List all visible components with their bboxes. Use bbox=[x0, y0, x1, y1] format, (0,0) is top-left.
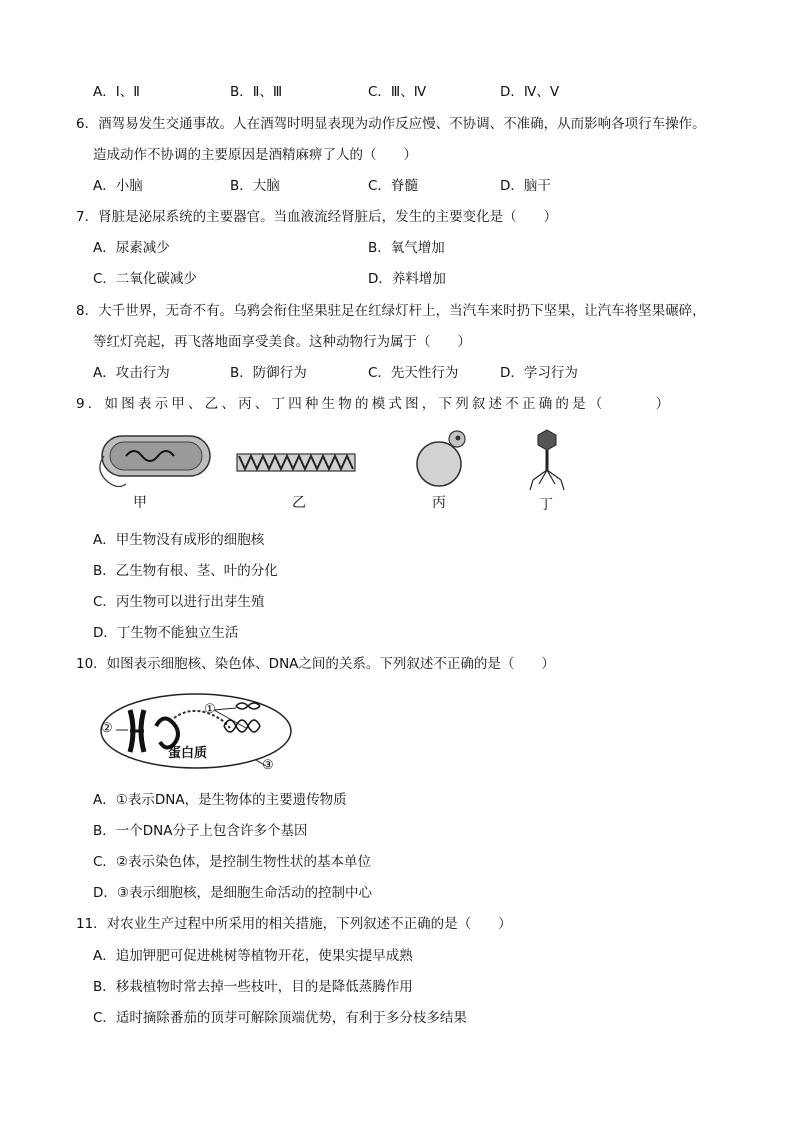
q11-option-b: B．移栽植物时常去掉一些枝叶，目的是降低蒸腾作用 bbox=[93, 979, 413, 995]
q5-option-c: C．Ⅲ、Ⅳ bbox=[368, 84, 427, 100]
q7-option-a: A．尿素减少 bbox=[93, 240, 170, 256]
q10-option-d: D．③表示细胞核，是细胞生命活动的控制中心 bbox=[93, 885, 372, 901]
figure-label-yi: 乙 bbox=[292, 495, 306, 511]
q6-option-d: D．脑干 bbox=[500, 178, 551, 194]
q10-option-a: A．①表示DNA，是生物体的主要遗传物质 bbox=[93, 792, 347, 808]
q7-option-b: B．氧气增加 bbox=[368, 240, 445, 256]
spirogyra-figure bbox=[235, 450, 357, 476]
q10-option-b: B．一个DNA分子上包含许多个基因 bbox=[93, 823, 308, 839]
figure-label-bing: 丙 bbox=[432, 495, 446, 511]
bacterium-figure bbox=[96, 430, 216, 492]
q11-option-a: A．追加钾肥可促进桃树等植物开花，使果实提早成熟 bbox=[93, 948, 413, 964]
q7-stem: 7．肾脏是泌尿系统的主要器官。当血液流经肾脏后，发生的主要变化是（ ） bbox=[76, 209, 558, 225]
phage-figure bbox=[525, 424, 569, 494]
q5-option-d: D．Ⅳ、Ⅴ bbox=[500, 84, 560, 100]
q11-stem: 11．对农业生产过程中所采用的相关措施，下列叙述不正确的是（ ） bbox=[76, 916, 512, 932]
q10-stem: 10．如图表示细胞核、染色体、DNA之间的关系。下列叙述不正确的是（ ） bbox=[76, 656, 555, 672]
q9-option-a: A．甲生物没有成形的细胞核 bbox=[93, 532, 265, 548]
q7-option-c: C．二氧化碳减少 bbox=[93, 271, 197, 287]
q9-stem: 9．如图表示甲、乙、丙、丁四种生物的模式图，下列叙述不正确的是（ ） bbox=[76, 396, 673, 412]
diagram-label-protein: 蛋白质 bbox=[168, 746, 208, 761]
q8-option-b: B．防御行为 bbox=[230, 365, 307, 381]
q6-stem-line1: 6．酒驾易发生交通事故。人在酒驾时明显表现为动作反应慢、不协调、不准确，从而影响各项行车操作。 bbox=[76, 116, 706, 132]
q6-option-b: B．大脑 bbox=[230, 178, 280, 194]
figure-label-ding: 丁 bbox=[539, 497, 553, 513]
q6-option-a: A．小脑 bbox=[93, 178, 143, 194]
diagram-label-1: ① bbox=[204, 702, 216, 717]
diagram-label-2: ② bbox=[101, 721, 113, 736]
q6-option-c: C．脊髓 bbox=[368, 178, 418, 194]
q7-option-d: D．养料增加 bbox=[368, 271, 446, 287]
q5-option-b: B．Ⅱ、Ⅲ bbox=[230, 84, 283, 100]
q9-option-c: C．丙生物可以进行出芽生殖 bbox=[93, 594, 265, 610]
yeast-figure bbox=[413, 426, 473, 492]
q8-stem-line1: 8．大千世界，无奇不有。乌鸦会衔住坚果驻足在红绿灯杆上，当汽车来时扔下坚果，让汽车将坚果碾碎， bbox=[76, 303, 706, 319]
q5-option-a: A．Ⅰ、Ⅱ bbox=[93, 84, 140, 100]
diagram-label-3: ③ bbox=[262, 758, 274, 773]
q10-option-c: C．②表示染色体，是控制生物性状的基本单位 bbox=[93, 854, 372, 870]
figure-label-jia: 甲 bbox=[133, 495, 147, 511]
q8-option-a: A．攻击行为 bbox=[93, 365, 170, 381]
q9-option-d: D．丁生物不能独立生活 bbox=[93, 625, 239, 641]
q8-option-c: C．先天性行为 bbox=[368, 365, 459, 381]
q11-option-c: C．适时摘除番茄的顶芽可解除顶端优势，有利于多分枝多结果 bbox=[93, 1010, 467, 1026]
q6-stem-line2: 造成动作不协调的主要原因是酒精麻痹了人的（ ） bbox=[93, 147, 417, 163]
q8-option-d: D．学习行为 bbox=[500, 365, 578, 381]
q8-stem-line2: 等红灯亮起，再飞落地面享受美食。这种动物行为属于（ ） bbox=[93, 334, 471, 350]
q9-option-b: B．乙生物有根、茎、叶的分化 bbox=[93, 563, 278, 579]
